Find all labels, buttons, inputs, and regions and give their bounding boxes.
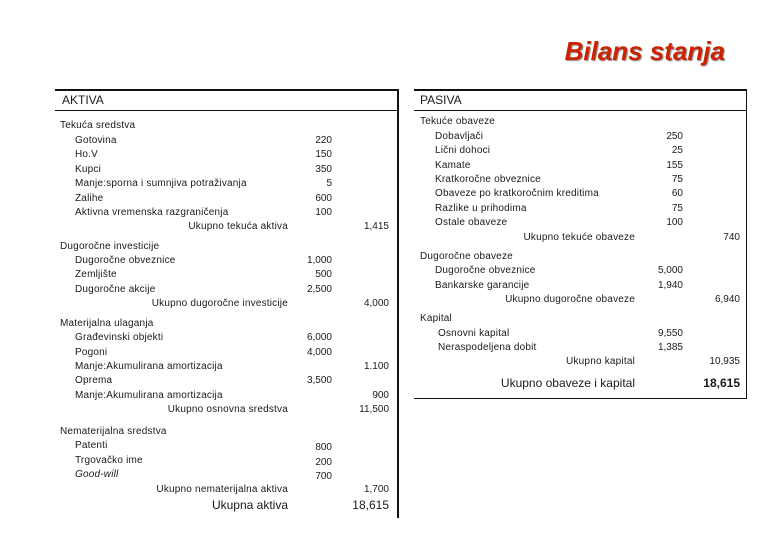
pasiva-right-border — [746, 89, 747, 399]
line-label: Oprema — [75, 375, 113, 386]
line-label: Dobavljači — [435, 131, 484, 142]
line-value: 600 — [315, 193, 332, 204]
line-value: 350 — [315, 164, 332, 175]
grand-total-label: Ukupno obaveze i kapital — [500, 376, 635, 390]
line-value: 75 — [671, 203, 683, 214]
subtotal-value: 6,940 — [714, 294, 740, 305]
section-heading: Dugoročne obaveze — [420, 251, 513, 262]
line-value: 5 — [326, 178, 332, 189]
line-label: Zalihe — [75, 193, 104, 204]
section-heading: Tekuće obaveze — [420, 116, 496, 127]
divider — [397, 89, 399, 518]
line-label: Gotovina — [75, 135, 117, 146]
aktiva-top-rule — [55, 89, 398, 91]
subtotal-label: Ukupno osnovna sredstva — [167, 404, 288, 415]
aktiva-header: AKTIVA — [62, 93, 104, 107]
line-label: Manje:sporna i sumnjiva potraživanja — [75, 178, 247, 189]
line-value: 1,940 — [657, 280, 683, 291]
line-label: Dugoročne obveznice — [75, 255, 176, 266]
aktiva-header-rule — [55, 110, 398, 111]
line-label: Good-will — [75, 469, 119, 480]
line-value: 250 — [666, 131, 683, 142]
subtotal-label: Ukupno kapital — [566, 356, 635, 367]
line-value: 200 — [315, 457, 332, 468]
grand-total-value: 18,615 — [703, 376, 740, 390]
line-label: Trgovačko ime — [75, 455, 143, 466]
line-value: 220 — [315, 135, 332, 146]
line-label: Lični dohoci — [435, 145, 491, 156]
net-value: 900 — [372, 390, 389, 401]
line-label: Razlike u prihodima — [435, 203, 527, 214]
line-value: 9,550 — [657, 328, 683, 339]
line-label: Osnovni kapital — [438, 328, 510, 339]
pasiva-top-rule — [414, 89, 747, 91]
line-value: 100 — [666, 217, 683, 228]
line-label: Pogoni — [75, 347, 108, 358]
line-label: Ostale obaveze — [435, 217, 508, 228]
line-value: 155 — [666, 160, 683, 171]
line-label: Bankarske garancije — [435, 280, 530, 291]
line-value: 500 — [315, 269, 332, 280]
grand-total-label: Ukupna aktiva — [211, 498, 288, 512]
subtotal-label: Ukupno dugoročne obaveze — [505, 294, 635, 305]
page-title: Bilans stanja — [564, 36, 725, 66]
section-heading: Kapital — [420, 313, 452, 324]
subtotal-label: Ukupno tekuća aktiva — [188, 221, 288, 232]
pasiva-bottom-rule — [414, 398, 747, 399]
subtotal-value: 740 — [723, 232, 740, 243]
line-label: Dugoročne obveznice — [435, 265, 536, 276]
subtotal-value: 4,000 — [363, 298, 389, 309]
line-label: Kupci — [75, 164, 102, 175]
line-value: 6,000 — [306, 332, 332, 343]
grand-total-value: 18,615 — [352, 498, 389, 512]
section-heading: Dugoročne investicije — [60, 241, 160, 252]
line-value: 150 — [315, 149, 332, 160]
line-label: Aktivna vremenska razgraničenja — [75, 207, 229, 218]
line-value: 25 — [671, 145, 683, 156]
subtotal-value: 1,700 — [363, 484, 389, 495]
line-label: Manje:Akumulirana amortizacija — [75, 361, 223, 372]
line-label: Kratkoročne obveznice — [435, 174, 541, 185]
line-value: 3,500 — [306, 375, 332, 386]
pasiva-header: PASIVA — [420, 93, 462, 107]
line-label: Kamate — [435, 160, 471, 171]
subtotal-label: Ukupno dugoročne investicije — [151, 298, 288, 309]
line-value: 700 — [315, 471, 332, 482]
pasiva-header-rule — [414, 110, 747, 111]
line-value: 100 — [315, 207, 332, 218]
subtotal-value: 10,935 — [709, 356, 740, 367]
line-value: 75 — [671, 174, 683, 185]
line-value: 800 — [315, 442, 332, 453]
line-label: Zemljište — [75, 269, 117, 280]
line-label: Građevinski objekti — [75, 332, 164, 343]
section-heading: Nematerijalna sredstva — [60, 426, 167, 437]
line-value: 4,000 — [306, 347, 332, 358]
subtotal-label: Ukupno nematerijalna aktiva — [156, 484, 288, 495]
line-value: 60 — [671, 188, 683, 199]
line-label: Ho.V — [75, 149, 99, 160]
net-value: 1.100 — [363, 361, 389, 372]
line-label: Dugoročne akcije — [75, 284, 156, 295]
line-label: Neraspodeljena dobit — [438, 342, 537, 353]
line-label: Patenti — [75, 440, 108, 451]
line-value: 5,000 — [657, 265, 683, 276]
line-value: 1,000 — [306, 255, 332, 266]
subtotal-value: 1,415 — [363, 221, 389, 232]
subtotal-value: 11,500 — [359, 404, 389, 415]
subtotal-label: Ukupno tekuće obaveze — [523, 232, 635, 243]
line-value: 2,500 — [306, 284, 332, 295]
section-heading: Materijalna ulaganja — [60, 318, 154, 329]
line-label: Obaveze po kratkoročnim kreditima — [435, 188, 599, 199]
section-heading: Tekuća sredstva — [60, 120, 136, 131]
line-value: 1,385 — [657, 342, 683, 353]
line-label: Manje:Akumulirana amortizacija — [75, 390, 223, 401]
